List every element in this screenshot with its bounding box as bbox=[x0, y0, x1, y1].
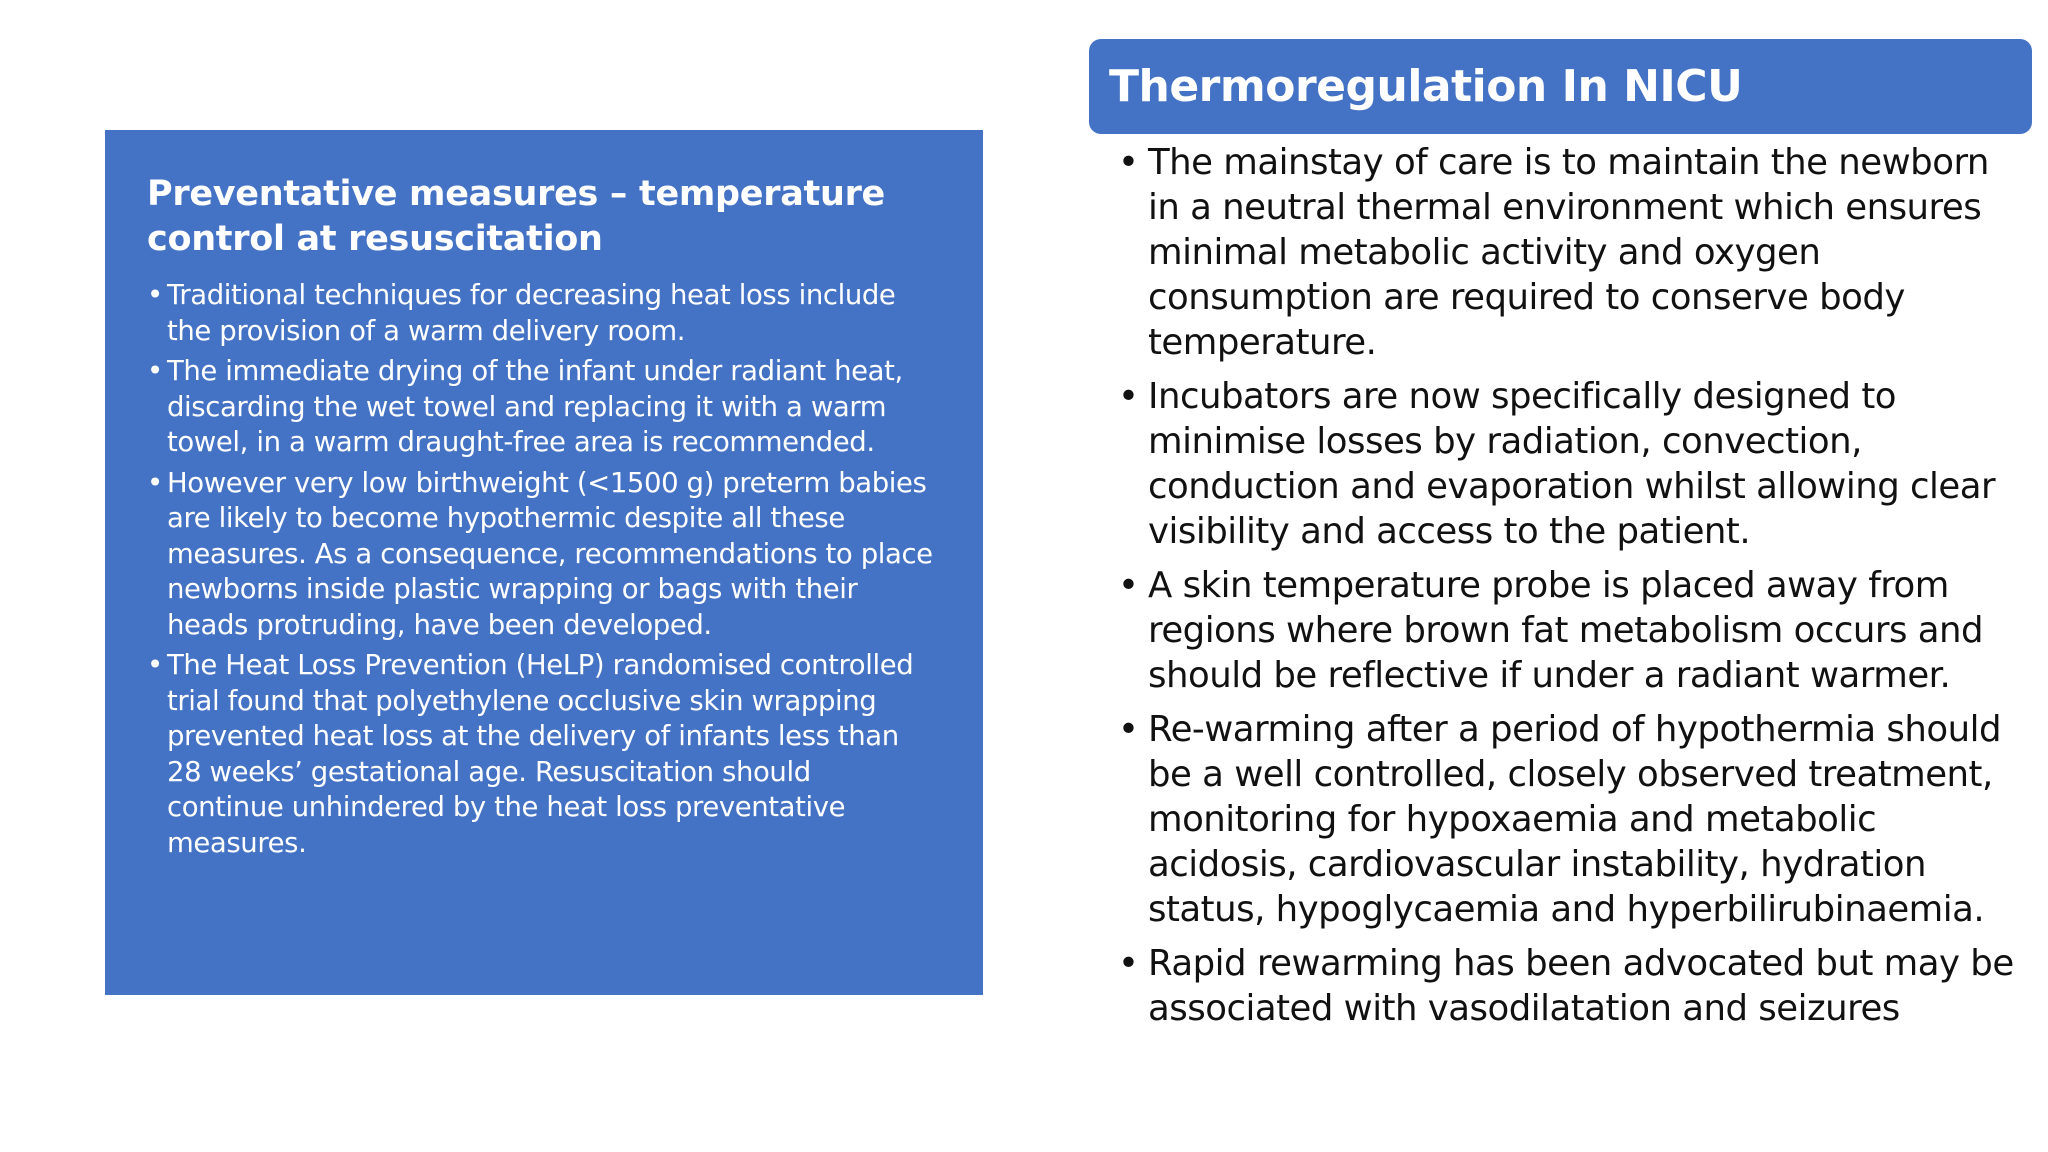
thermoregulation-title-bar bbox=[1089, 39, 2032, 134]
bullet-icon: • bbox=[147, 466, 163, 499]
list-item bbox=[1118, 707, 2023, 932]
bullet-icon: • bbox=[1118, 376, 1139, 417]
list-item-text: The immediate drying of the infant under radiant heat, discarding the wet towel and replacing it with a warm towel, in a warm draught-free area is recommended. bbox=[167, 355, 903, 458]
list-item-text: However very low birthweight (<1500 g) preterm babies are likely to become hypothermic despite all these measures. As a consequence, recommendations to place newborns inside plastic wrapping or bags with their heads protruding, have been developed. bbox=[167, 466, 933, 641]
list-item-text: Incubators are now specifically designed to minimise losses by radiation, convection, conduction and evaporation whilst allowing clear visibility and access to the patient. bbox=[1148, 376, 1996, 552]
list-item-text: Traditional techniques for decreasing heat loss include the provision of a warm delivery room. bbox=[167, 279, 896, 347]
bullet-icon: • bbox=[1118, 943, 1139, 984]
page-title: Thermoregulation In NICU bbox=[1109, 61, 1743, 112]
preventative-measures-list bbox=[147, 278, 935, 861]
list-item-text: Rapid rewarming has been advocated but may be associated with vasodilatation and seizures bbox=[1148, 943, 2014, 1029]
list-item bbox=[1118, 374, 2023, 554]
list-item bbox=[1118, 140, 2023, 365]
bullet-icon: • bbox=[1118, 142, 1139, 183]
list-item-text: Re-warming after a period of hypothermia should be a well controlled, closely observed treatment, monitoring for hypoxaemia and metabolic acidosis, cardiovascular instability, hydration status, hypoglycaemia and hyperbilirubinaemia. bbox=[1148, 709, 2002, 930]
list-item bbox=[147, 354, 935, 461]
list-item bbox=[147, 278, 935, 349]
list-item bbox=[1118, 563, 2023, 698]
list-item-text: A skin temperature probe is placed away from regions where brown fat metabolism occurs and should be reflective if under a radiant warmer. bbox=[1148, 565, 1984, 696]
preventative-measures-title: Preventative measures – temperature control at resuscitation bbox=[147, 174, 885, 259]
bullet-icon: • bbox=[1118, 565, 1139, 606]
list-item bbox=[147, 648, 935, 861]
list-item-text: The mainstay of care is to maintain the newborn in a neutral thermal environment which ensures minimal metabolic activity and oxygen consumption are required to conserve body temperature. bbox=[1148, 142, 1989, 363]
preventative-measures-panel bbox=[105, 130, 983, 995]
bullet-icon: • bbox=[1118, 709, 1139, 750]
list-item bbox=[147, 466, 935, 644]
bullet-icon: • bbox=[147, 355, 163, 387]
thermoregulation-list bbox=[1118, 140, 2023, 1040]
bullet-icon: • bbox=[147, 649, 163, 681]
list-item bbox=[1118, 941, 2023, 1031]
bullet-icon: • bbox=[147, 279, 163, 311]
list-item-text: The Heat Loss Prevention (HeLP) randomised controlled trial found that polyethylene occlusive skin wrapping prevented heat loss at the delivery of infants less than 28 weeks’ gestational age. Resuscitation should continue unhindered by the heat loss preventative measures. bbox=[167, 649, 914, 859]
